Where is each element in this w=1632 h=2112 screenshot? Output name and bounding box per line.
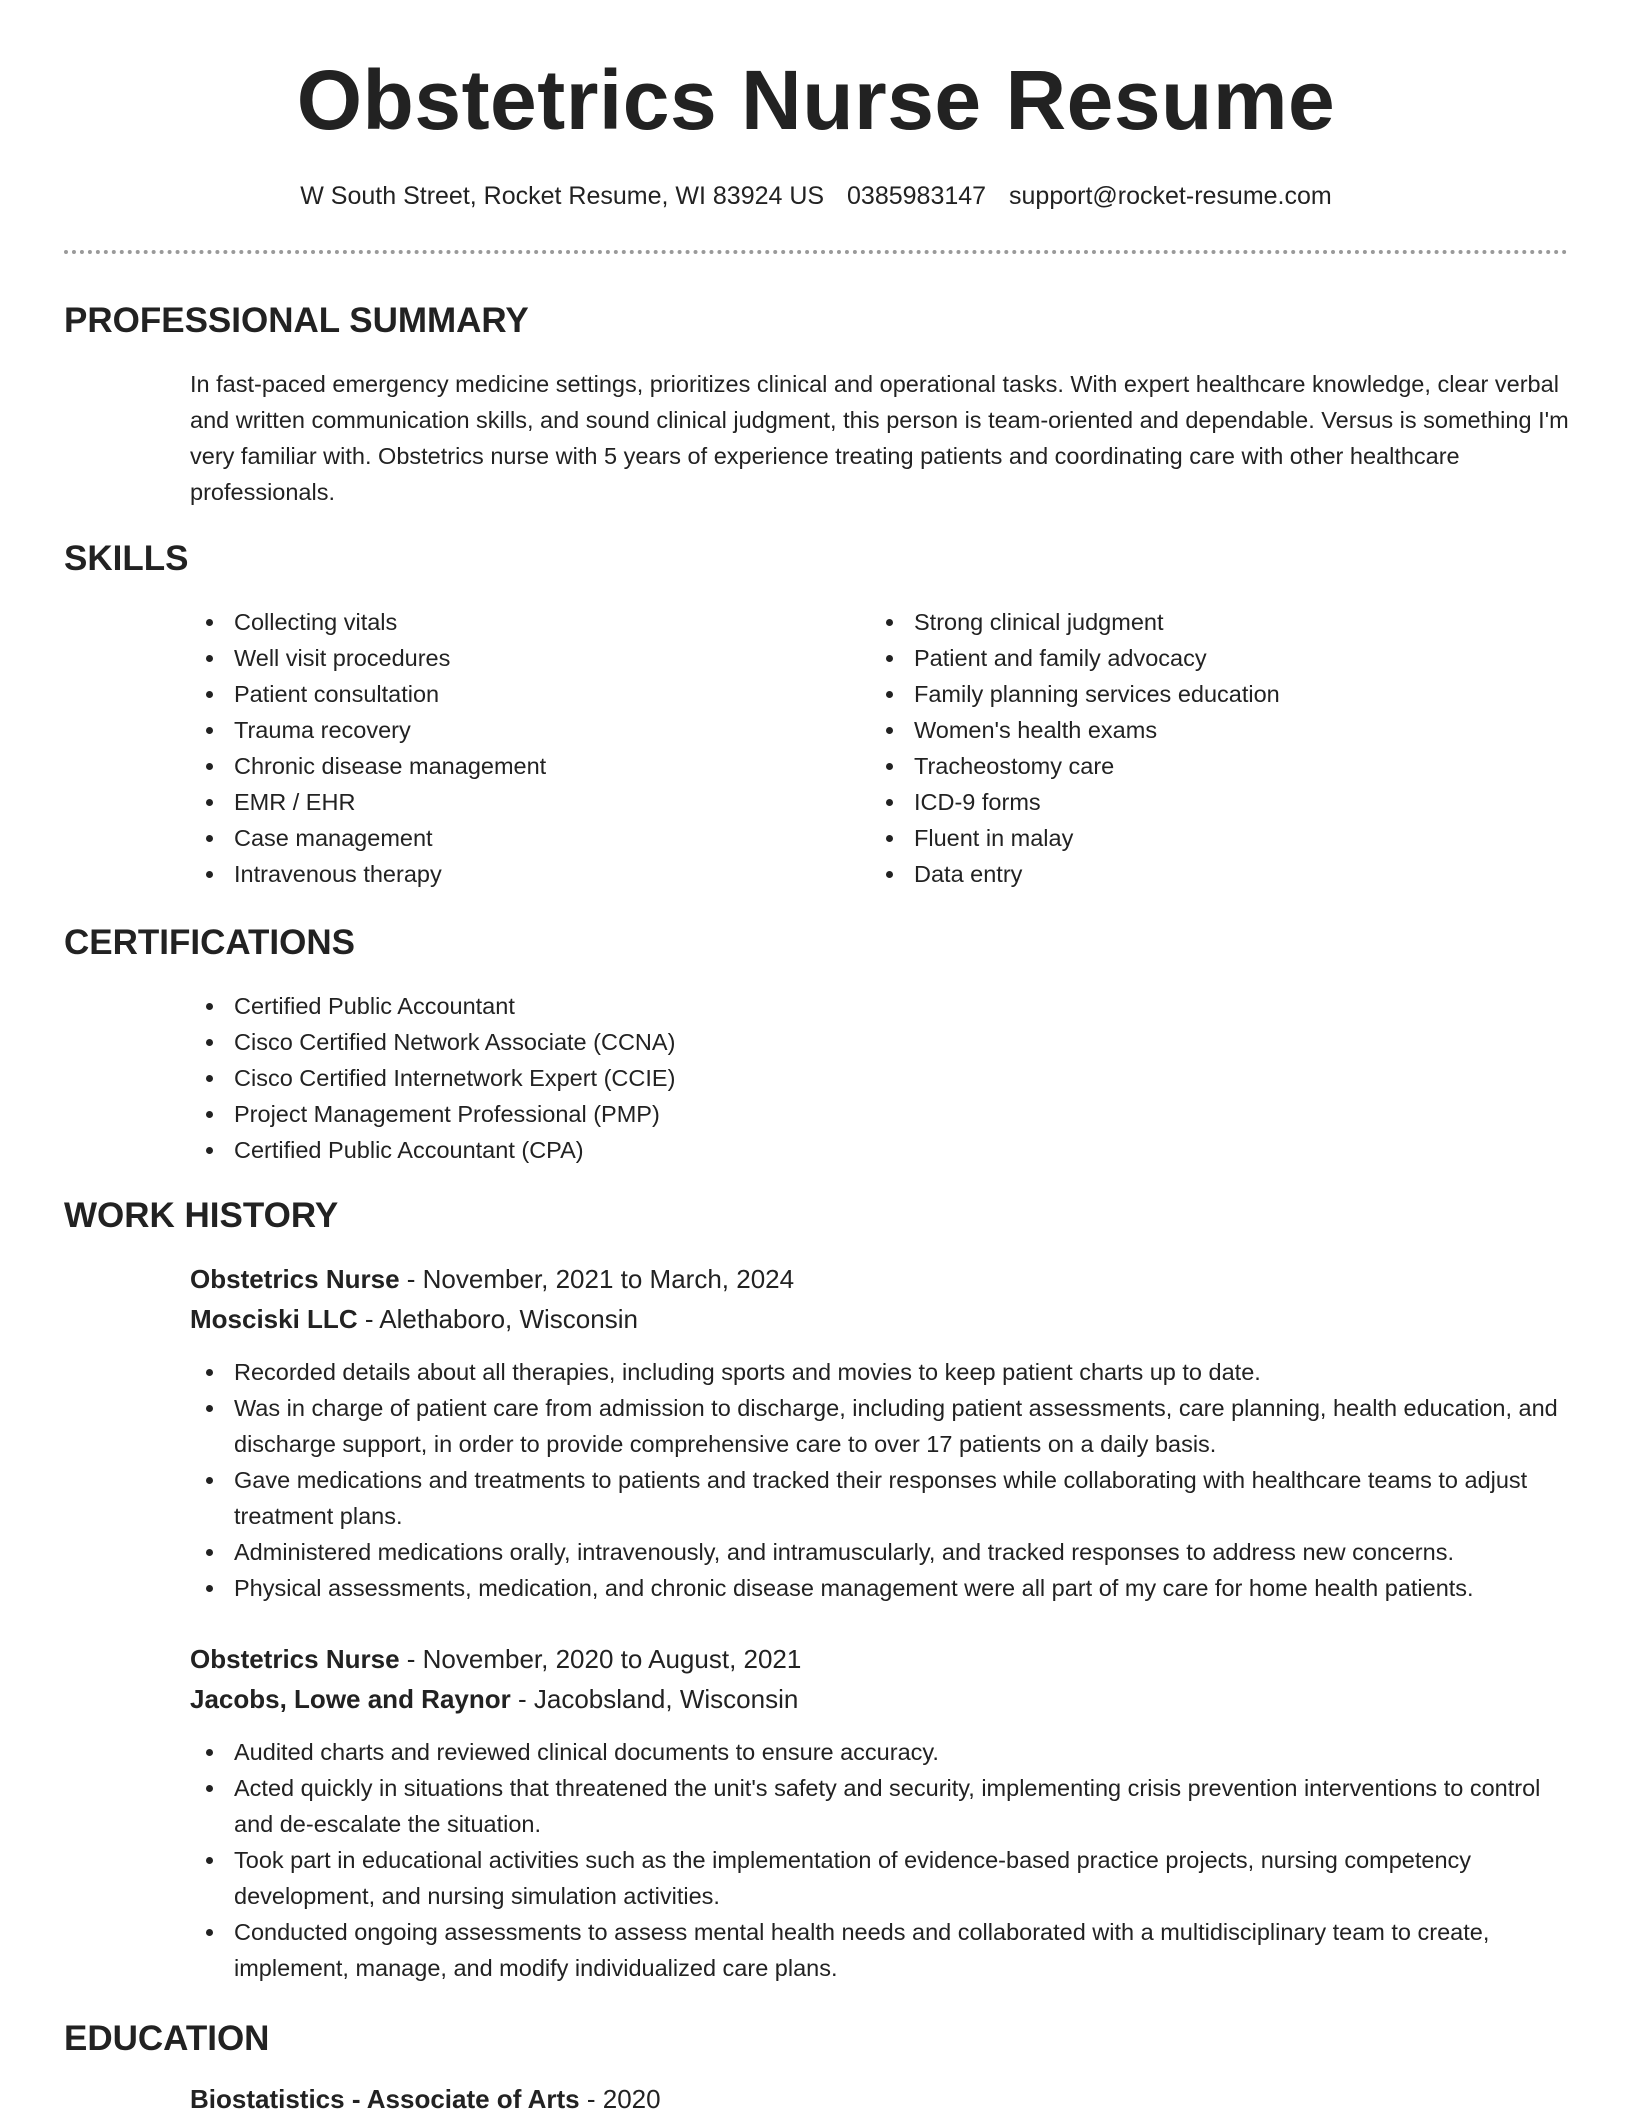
job-company: Jacobs, Lowe and Raynor (190, 1684, 511, 1714)
education-degree: Biostatistics - Associate of Arts (190, 2084, 580, 2112)
skill-item: Case management (190, 820, 830, 856)
skill-item: Tracheostomy care (870, 748, 1570, 784)
job-duty-item: Was in charge of patient care from admission to discharge, including patient assessments, care planning, health education, and discharge support, in order to provide comprehensive care to over 17 patients on a daily basis. (190, 1390, 1570, 1462)
certification-item: Certified Public Accountant (190, 988, 1190, 1024)
job-title: Obstetrics Nurse (190, 1264, 400, 1294)
header-divider (64, 250, 1568, 254)
job-dates: - November, 2020 to August, 2021 (399, 1644, 802, 1674)
section-title-certifications: CERTIFICATIONS (64, 923, 356, 962)
skill-item: Patient consultation (190, 676, 830, 712)
job-duty-item: Recorded details about all therapies, including sports and movies to keep patient charts up to date. (190, 1354, 1570, 1390)
contact-phone: 0385983147 (847, 182, 987, 210)
education-year: - 2020 (579, 2084, 661, 2112)
job-company-line (190, 1304, 1570, 1335)
skill-item: ICD-9 forms (870, 784, 1570, 820)
job-dates: - November, 2021 to March, 2024 (399, 1264, 795, 1294)
contact-line (0, 181, 1632, 211)
skill-item: Trauma recovery (190, 712, 830, 748)
resume-title: Obstetrics Nurse Resume (296, 53, 1336, 147)
skill-item: Chronic disease management (190, 748, 830, 784)
job-duties-list (190, 1354, 1570, 1606)
certification-item: Certified Public Accountant (CPA) (190, 1132, 1190, 1168)
job-duty-item: Gave medications and treatments to patients and tracked their responses while collaborating with healthcare teams to adjust treatment plans. (190, 1462, 1570, 1534)
skill-item: Strong clinical judgment (870, 604, 1570, 640)
skill-item: Patient and family advocacy (870, 640, 1570, 676)
section-title-work-history: WORK HISTORY (64, 1196, 339, 1235)
skill-item: Fluent in malay (870, 820, 1570, 856)
skill-item: Intravenous therapy (190, 856, 830, 892)
job-duty-item: Audited charts and reviewed clinical documents to ensure accuracy. (190, 1734, 1570, 1770)
skill-item: EMR / EHR (190, 784, 830, 820)
certification-item: Cisco Certified Network Associate (CCNA) (190, 1024, 1190, 1060)
skills-list-left (190, 604, 830, 892)
job-duty-item: Acted quickly in situations that threatened the unit's safety and security, implementing crisis prevention interventions to control and de-escalate the situation. (190, 1770, 1570, 1842)
certifications-list (190, 988, 1190, 1168)
job-duties-list (190, 1734, 1570, 1986)
job-title-line (190, 1264, 1570, 1295)
section-title-education: EDUCATION (64, 2019, 270, 2058)
section-title-summary: PROFESSIONAL SUMMARY (64, 301, 529, 340)
certification-item: Cisco Certified Internetwork Expert (CCIE) (190, 1060, 1190, 1096)
job-title-line (190, 1644, 1570, 1675)
job-duty-item: Physical assessments, medication, and chronic disease management were all part of my care for home health patients. (190, 1570, 1570, 1606)
skills-list-right (870, 604, 1570, 892)
job-location: - Alethaboro, Wisconsin (357, 1304, 638, 1334)
summary-text: In fast-paced emergency medicine settings, prioritizes clinical and operational tasks. With expert healthcare knowledge, clear verbal and written communication skills, and sound clinical judgment, this person is team-oriented and dependable. Versus is something I'm very familiar with. Obstetrics nurse with 5 years of experience treating patients and coordinating care with other healthcare professionals. (190, 371, 1569, 505)
contact-address: W South Street, Rocket Resume, WI 83924 US (300, 182, 825, 210)
skill-item: Well visit procedures (190, 640, 830, 676)
job-duty-item: Administered medications orally, intravenously, and intramuscularly, and tracked responses to address new concerns. (190, 1534, 1570, 1570)
skill-item: Family planning services education (870, 676, 1570, 712)
section-title-skills: SKILLS (64, 539, 189, 578)
job-company-line (190, 1684, 1570, 1715)
skill-item: Women's health exams (870, 712, 1570, 748)
job-duty-item: Took part in educational activities such as the implementation of evidence-based practice projects, nursing competency development, and nursing simulation activities. (190, 1842, 1570, 1914)
job-company: Mosciski LLC (190, 1304, 358, 1334)
skill-item: Data entry (870, 856, 1570, 892)
education-line (190, 2084, 1570, 2112)
contact-email: support@rocket-resume.com (1009, 182, 1332, 210)
job-duty-item: Conducted ongoing assessments to assess mental health needs and collaborated with a multidisciplinary team to create, implement, manage, and modify individualized care plans. (190, 1914, 1570, 1986)
certification-item: Project Management Professional (PMP) (190, 1096, 1190, 1132)
skill-item: Collecting vitals (190, 604, 830, 640)
job-title: Obstetrics Nurse (190, 1644, 400, 1674)
job-location: - Jacobsland, Wisconsin (510, 1684, 799, 1714)
